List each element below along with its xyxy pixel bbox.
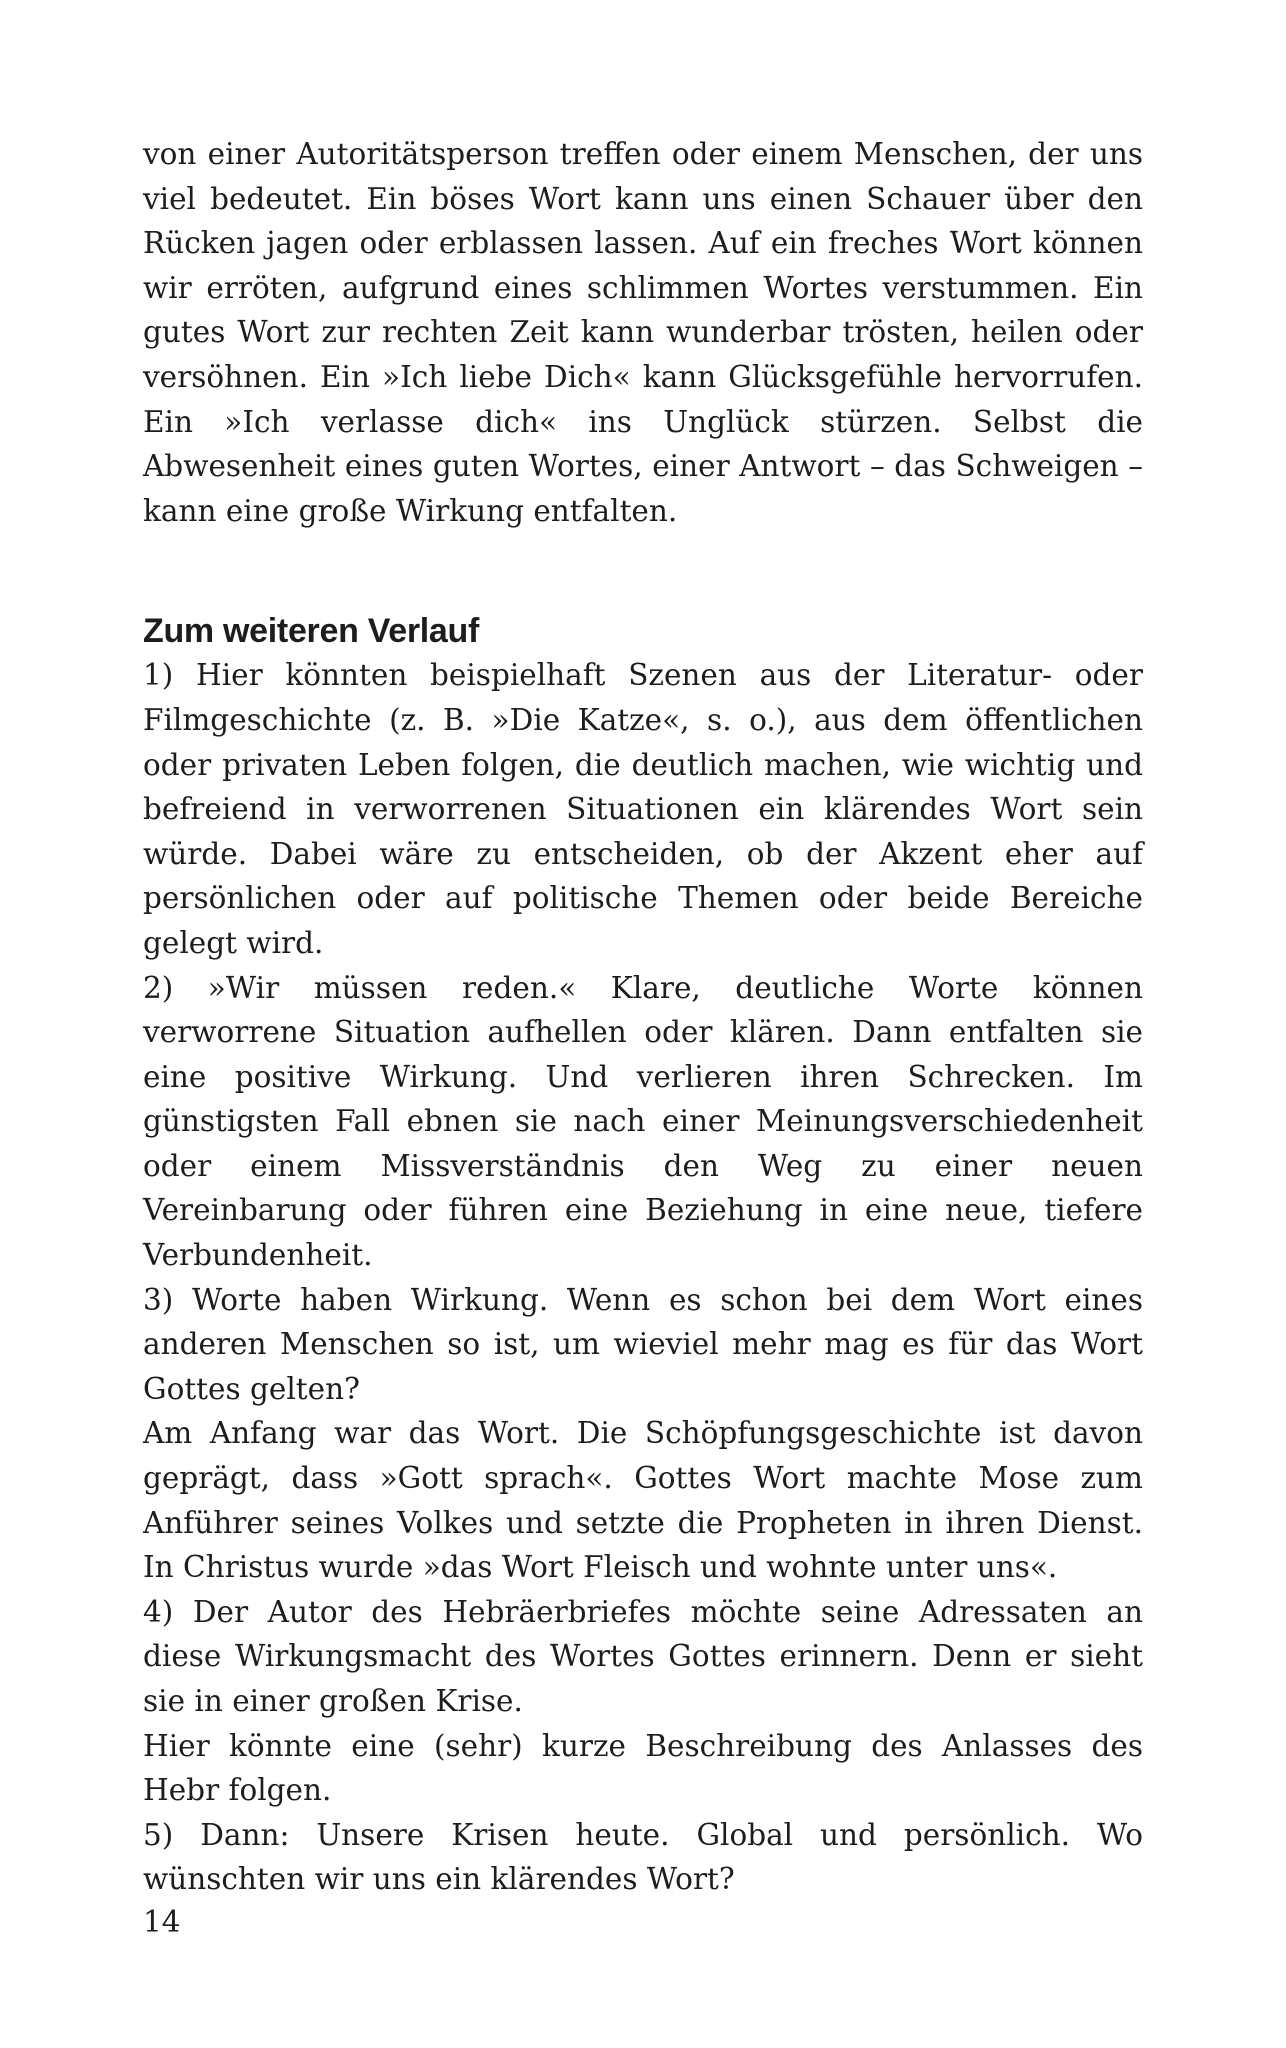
paragraph-item-5: 5) Dann: Unsere Krisen heute. Global und persönlich. Wo wünschten wir uns ein klärendes Wort? xyxy=(143,1817,1143,1897)
paragraph-item-3: 3) Worte haben Wirkung. Wenn es schon bei dem Wort eines anderen Menschen so ist, um wieviel mehr mag es für das Wort Gottes gelten? xyxy=(143,1282,1143,1406)
paragraph-genesis: Am Anfang war das Wort. Die Schöpfungsgeschichte ist davon geprägt, dass »Gott sprach«. Gottes Wort machte Mose zum Anführer seines Volkes und setzte die Propheten in ihren Dienst. In Christus wurde »das Wort Fleisch und wohnte unter uns«. xyxy=(143,1416,1143,1585)
paragraph-item-1: 1) Hier könnten beispielhaft Szenen aus der Literatur- oder Filmgeschichte (z. B. »Die Katze«, s. o.), aus dem öffentlichen oder privaten Leben folgen, die deutlich machen, wie wichtig und befreiend in verworrenen Situationen ein klärendes Wort sein würde. Dabei wäre zu entscheiden, ob der Akzent eher auf persönlichen oder auf politische Themen oder beide Bereiche gelegt wird. xyxy=(143,658,1143,960)
section-heading: Zum weiteren Verlauf xyxy=(143,612,479,651)
paragraph-item-4: 4) Der Autor des Hebräerbriefes möchte seine Adressaten an diese Wirkungsmacht des Wortes Gottes erinnern. Denn er sieht sie in einer großen Krise. xyxy=(143,1594,1143,1718)
page-number: 14 xyxy=(143,1905,181,1939)
paragraph-hebrews-note: Hier könnte eine (sehr) kurze Beschreibung des Anlasses des Hebr folgen. xyxy=(143,1728,1143,1808)
page-body xyxy=(143,132,1143,1902)
intro-paragraph: von einer Autoritätsperson treffen oder einem Menschen, der uns viel bedeutet. Ein böses Wort kann uns einen Schauer über den Rücken jagen oder erblassen lassen. Auf ein freches Wort können wir erröten, aufgrund eines schlimmen Wortes verstummen. Ein gutes Wort zur rechten Zeit kann wunderbar trösten, heilen oder versöhnen. Ein »Ich liebe Dich« kann Glücksgefühle hervorrufen. Ein »Ich verlasse dich« ins Unglück stürzen. Selbst die Abwesenheit eines guten Wortes, einer Antwort – das Schweigen – kann eine große Wirkung entfalten. xyxy=(143,137,1143,528)
paragraph-item-2: 2) »Wir müssen reden.« Klare, deutliche Worte können verworrene Situation aufhellen oder klären. Dann entfalten sie eine positive Wirkung. Und verlieren ihren Schrecken. Im günstigsten Fall ebnen sie nach einer Meinungsverschiedenheit oder einem Missverständnis den Weg zu einer neuen Vereinbarung oder führen eine Beziehung in eine neue, tiefere Verbundenheit. xyxy=(143,970,1143,1273)
